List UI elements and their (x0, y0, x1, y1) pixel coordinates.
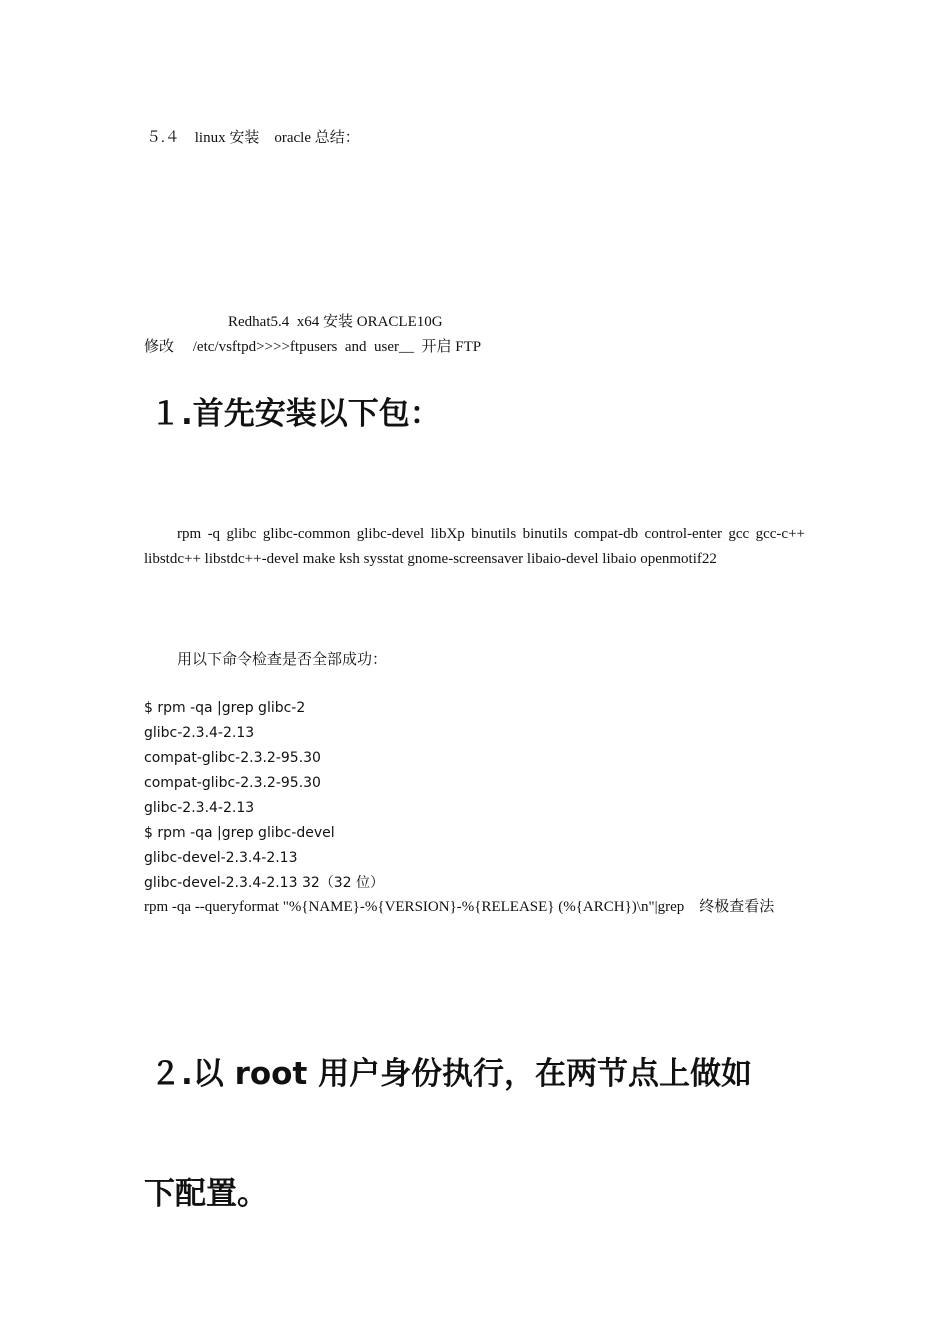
rpm-command-paragraph: rpm -q glibc glibc-common glibc-devel libXp binutils binutils compat-db control-enter gcc gcc-c++ libstdc++ libstdc++-devel make ksh sysstat gnome-screensaver libaio-devel libaio openmotif22 (144, 526, 805, 567)
code-line: glibc-devel-2.3.4-2.13 32（32 位） (144, 875, 385, 891)
query-format-line: rpm -qa --queryformat "%{NAME}-%{VERSION}-%{RELEASE} (%{ARCH})\n"|grep 终极查看法 (144, 899, 775, 915)
document-subtitle: Redhat5.4 x64 安装 ORACLE10G (228, 314, 443, 330)
heading-root-config-line1: ２.以 root 用户身份执行，在两节点上做如 (150, 1056, 753, 1092)
heading-install-packages: １.首先安装以下包： (150, 396, 441, 432)
code-line: compat-glibc-2.3.2-95.30 (144, 775, 321, 791)
section-title: ５.４ linux 安装 oracle 总结： (146, 130, 360, 146)
code-line: glibc-devel-2.3.4-2.13 (144, 850, 298, 866)
code-line: glibc-2.3.4-2.13 (144, 725, 255, 741)
code-line: compat-glibc-2.3.2-95.30 (144, 750, 321, 766)
code-line: $ rpm -qa |grep glibc-2 (144, 700, 306, 716)
code-line: glibc-2.3.4-2.13 (144, 800, 255, 816)
code-line: $ rpm -qa |grep glibc-devel (144, 825, 335, 841)
check-intro: 用以下命令检查是否全部成功： (177, 652, 388, 668)
ftp-config-line: 修改 /etc/vsftpd>>>>ftpusers and user__ 开启 FTP (144, 339, 482, 355)
heading-root-config-line2: 下配置。 (144, 1176, 268, 1212)
